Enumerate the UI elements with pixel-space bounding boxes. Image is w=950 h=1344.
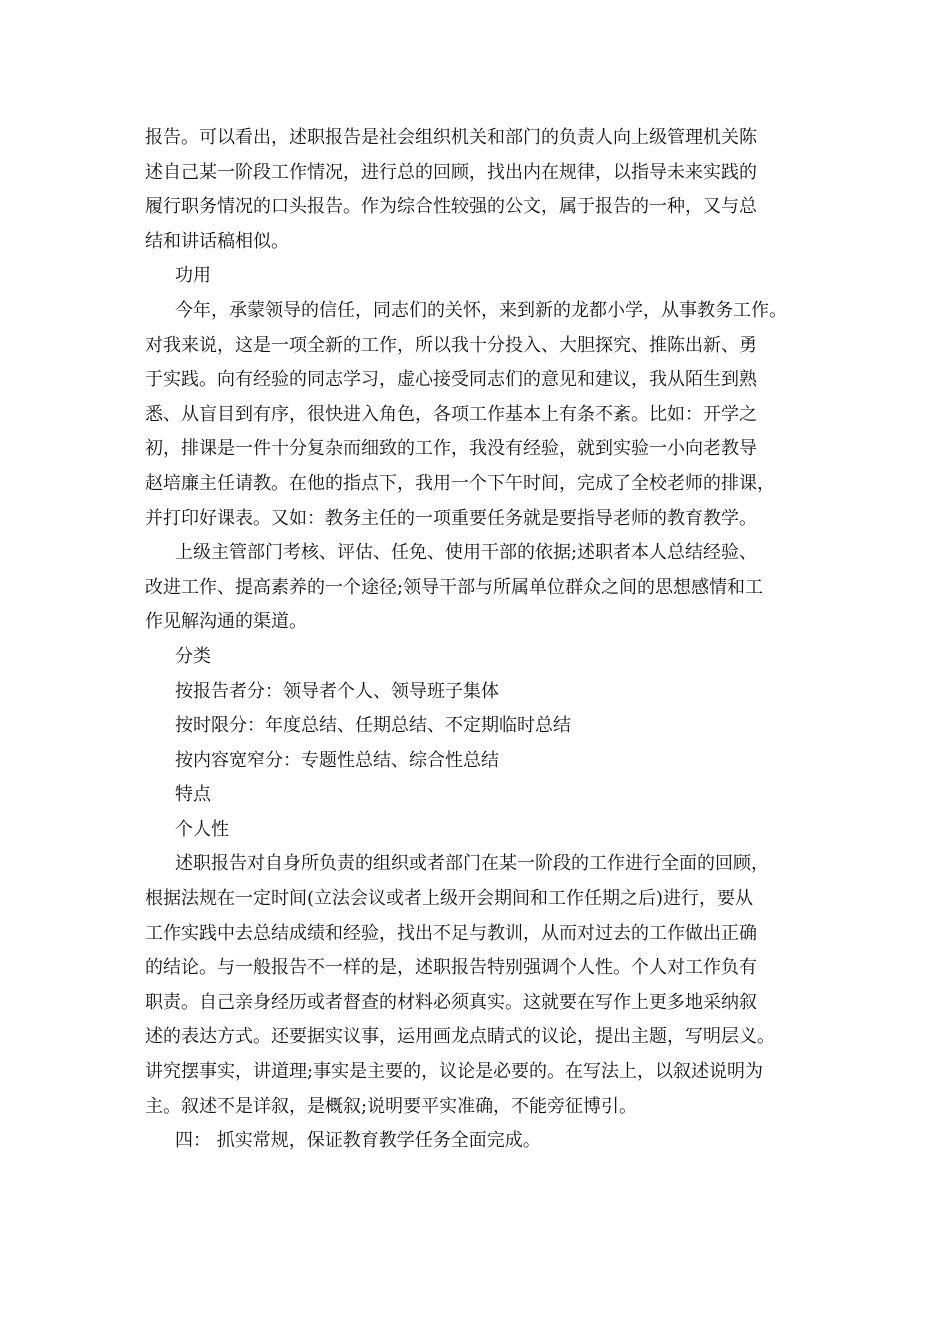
text-line: 初，排课是一件十分复杂而细致的工作，我没有经验，就到实验一小向老教导 [145,438,757,460]
document-body [145,121,825,1159]
text-line: 特点 [175,784,211,806]
text-line: 讲究摆事实，讲道理;事实是主要的，议论是必要的。在写法上，以叙述说明为 [145,1061,764,1083]
text-line: 个人性 [175,818,229,840]
text-line: 述职报告对自身所负责的组织或者部门在某一阶段的工作进行全面的回顾， [175,853,769,875]
text-line: 对我来说，这是一项全新的工作，所以我十分投入、大胆探究、推陈出新、勇 [145,334,757,356]
text-line: 按内容宽窄分：专题性总结、综合性总结 [175,749,499,771]
text-line: 今年，承蒙领导的信任，同志们的关怀，来到新的龙都小学，从事教务工作。 [175,299,787,321]
text-line: 报告。可以看出，述职报告是社会组织机关和部门的负责人向上级管理机关陈 [145,127,757,148]
text-line: 于实践。向有经验的同志学习，虚心接受同志们的意见和建议，我从陌生到熟 [145,369,757,391]
text-line: 主。叙述不是详叙，是概叙;说明要平实准确，不能旁征博引。 [145,1095,638,1117]
text-line: 根据法规在一定时间(立法会议或者上级开会期间和工作任期之后)进行，要从 [145,888,754,910]
text-line: 改进工作、提高素养的一个途径;领导干部与所属单位群众之间的思想感情和工 [145,576,764,598]
text-line: 作见解沟通的渠道。 [145,611,307,633]
text-line: 工作实践中去总结成绩和经验，找出不足与教训，从而对过去的工作做出正确 [145,922,757,944]
text-line: 职责。自己亲身经历或者督查的材料必须真实。这就要在写作上更多地采纳叙 [145,991,757,1013]
text-line: 述的表达方式。还要据实议事，运用画龙点睛式的议论，提出主题，写明层义。 [145,1026,775,1048]
text-line: 履行职务情况的口头报告。作为综合性较强的公文，属于报告的一种，又与总 [145,196,757,218]
text-line: 分类 [175,645,211,667]
text-line: 结和讲话稿相似。 [145,230,289,252]
text-line: 上级主管部门考核、评估、任免、使用干部的依据;述职者本人总结经验、 [175,542,758,564]
text-line: 的结论。与一般报告不一样的是，述职报告特别强调个人性。个人对工作负有 [145,957,757,979]
text-line: 悉、从盲目到有序，很快进入角色，各项工作基本上有条不紊。比如：开学之 [145,403,757,425]
text-line: 赵培廉主任请教。在他的指点下，我用一个下午时间，完成了全校老师的排课， [145,472,775,494]
text-line: 述自己某一阶段工作情况，进行总的回顾，找出内在规律，以指导未来实践的 [145,161,757,183]
text-line: 并打印好课表。又如：教务主任的一项重要任务就是要指导老师的教育教学。 [145,507,757,529]
text-line: 按报告者分：领导者个人、领导班子集体 [175,680,499,702]
text-line: 功用 [175,265,211,287]
text-line: 四： 抓实常规，保证教育教学任务全面完成。 [175,1130,541,1152]
text-line: 按时限分：年度总结、任期总结、不定期临时总结 [175,715,571,737]
